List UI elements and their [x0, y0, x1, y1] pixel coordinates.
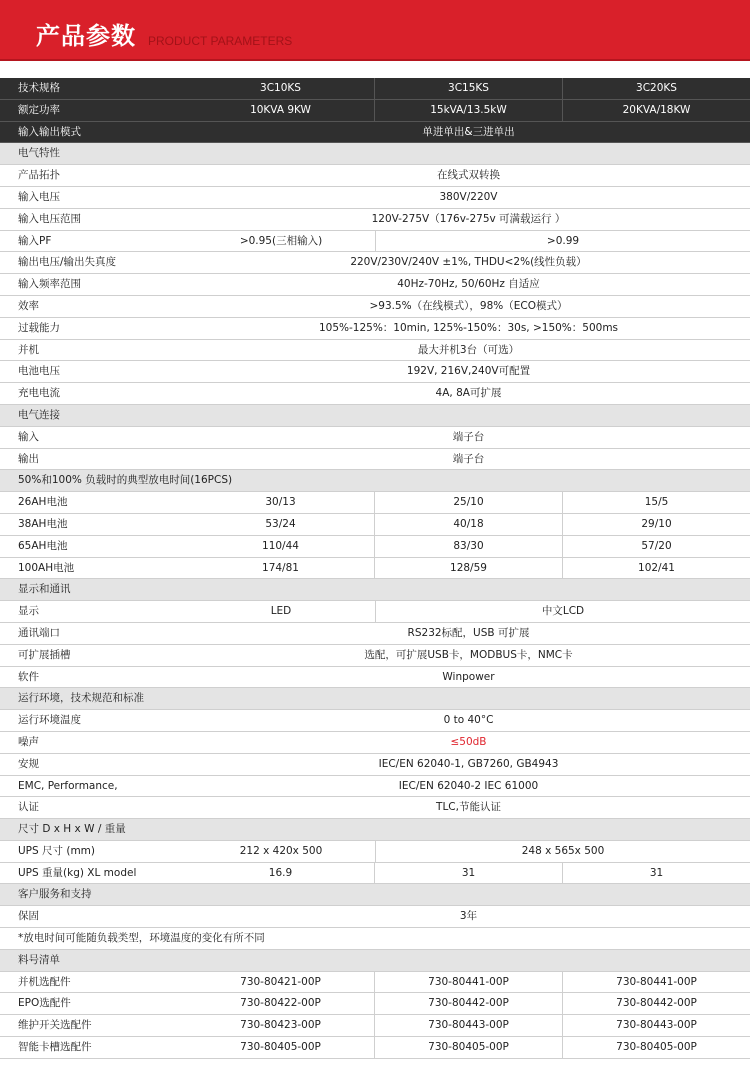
row-label: 并机选配件	[18, 975, 71, 988]
value-cell: 30/13	[265, 496, 296, 509]
row-label: 噪声	[18, 735, 39, 748]
value-cell: 212 x 420x 500	[239, 844, 323, 857]
spec-row	[0, 165, 750, 187]
row-label: 过载能力	[18, 321, 60, 334]
value-cell: 端子台	[452, 452, 485, 465]
row-label: 输入频率范围	[18, 278, 81, 291]
value-cell: 16.9	[268, 866, 293, 879]
spec-row	[0, 427, 750, 449]
page-subtitle: PRODUCT PARAMETERS	[148, 34, 293, 48]
row-label: 输出电压/输出失真度	[18, 256, 117, 269]
value-cell: Winpower	[442, 670, 495, 683]
value-cell: 20KVA/18KW	[562, 100, 750, 121]
value-cell: 730-80441-00P	[562, 972, 750, 993]
row-label: 维护开关选配件	[18, 1019, 92, 1032]
value-cell: 110/44	[262, 539, 299, 552]
row-values	[187, 514, 750, 535]
spec-row	[0, 361, 750, 383]
spec-row	[0, 536, 750, 558]
header-banner	[0, 0, 750, 61]
row-label: 智能卡槽选配件	[18, 1041, 92, 1054]
row-values	[187, 252, 750, 273]
value-cell: 730-80422-00P	[240, 997, 321, 1010]
row-values	[187, 78, 750, 99]
section-header	[0, 405, 750, 427]
value-cell: 57/20	[562, 536, 750, 557]
spec-row	[0, 601, 750, 623]
row-label: EPO选配件	[18, 997, 71, 1010]
spec-row	[0, 514, 750, 536]
value-cell: IEC/EN 62040-1, GB7260, GB4943	[378, 757, 559, 770]
row-label: 输入电压	[18, 190, 60, 203]
value-cell: 220V/230V/240V ±1%, THDU<2%(线性负载）	[350, 256, 587, 269]
row-values	[187, 187, 750, 208]
section-title: 50%和100% 负载时的典型放电时间(16PCS)	[18, 474, 233, 487]
row-values	[187, 361, 750, 382]
value-cell: 中文LCD	[375, 601, 750, 622]
row-values	[187, 776, 750, 797]
section-title: 客户服务和支持	[18, 888, 92, 901]
value-cell: 40/18	[374, 514, 562, 535]
row-label: 保固	[18, 910, 39, 923]
spec-row	[0, 906, 750, 928]
spec-row	[0, 492, 750, 514]
spec-row	[0, 993, 750, 1015]
value-cell: 730-80423-00P	[240, 1019, 321, 1032]
row-values	[187, 536, 750, 557]
row-values	[187, 993, 750, 1014]
value-cell: 端子台	[452, 430, 485, 443]
value-cell: 单进单出&三进单出	[422, 125, 515, 138]
row-values	[187, 645, 750, 666]
value-cell: 730-80441-00P	[374, 972, 562, 993]
value-cell: 3C10KS	[260, 82, 301, 94]
section-header	[0, 688, 750, 710]
row-label: 26AH电池	[18, 496, 68, 509]
spec-row	[0, 623, 750, 645]
section-header	[0, 470, 750, 492]
row-label: 通讯端口	[18, 626, 60, 639]
row-values	[187, 841, 750, 862]
spec-row	[0, 667, 750, 689]
value-cell: 730-80443-00P	[562, 1015, 750, 1036]
spec-row	[0, 776, 750, 798]
spec-row	[0, 732, 750, 754]
section-header	[0, 143, 750, 165]
row-values	[187, 797, 750, 818]
spec-row	[0, 296, 750, 318]
value-cell: 53/24	[265, 517, 296, 530]
spec-row	[0, 710, 750, 732]
section-header	[0, 950, 750, 972]
value-cell: ≤50dB	[450, 735, 487, 748]
section-title: 显示和通讯	[18, 583, 71, 596]
row-values	[187, 165, 750, 186]
row-label: UPS 重量(kg) XL model	[18, 866, 137, 879]
value-cell: RS232标配，USB 可扩展	[407, 626, 530, 639]
value-cell: 3C15KS	[374, 78, 562, 99]
row-label: 运行环境温度	[18, 714, 81, 727]
value-cell: 730-80442-00P	[562, 993, 750, 1014]
value-cell: 105%-125%：10min, 125%-150%：30s, >150%：500ms	[318, 321, 619, 334]
row-label: 安规	[18, 757, 39, 770]
value-cell: 120V-275V（176v-275v 可满载运行 ）	[371, 212, 566, 225]
spec-row	[0, 841, 750, 863]
spec-row	[0, 274, 750, 296]
value-cell: 31	[374, 863, 562, 884]
spec-row	[0, 1037, 750, 1059]
row-label: 软件	[18, 670, 39, 683]
row-label: 产品拓扑	[18, 169, 60, 182]
value-cell: 730-80405-00P	[240, 1041, 321, 1054]
row-values	[187, 122, 750, 143]
note-row	[0, 928, 750, 950]
value-cell: 25/10	[374, 492, 562, 513]
row-label: 额定功率	[18, 103, 60, 116]
row-label: 38AH电池	[18, 517, 68, 530]
row-values	[187, 449, 750, 470]
value-cell: 40Hz-70Hz, 50/60Hz 自适应	[397, 278, 540, 291]
row-values	[187, 231, 750, 252]
spec-row	[0, 252, 750, 274]
row-label: UPS 尺寸 (mm)	[18, 844, 96, 857]
section-title: 料号清单	[18, 953, 60, 966]
section-header	[0, 884, 750, 906]
spec-row	[0, 1015, 750, 1037]
value-cell: LED	[270, 605, 292, 618]
value-cell: 选配，可扩展USB卡，MODBUS卡，NMC卡	[364, 648, 573, 661]
row-label: EMC, Performance,	[18, 779, 118, 792]
value-cell: 248 x 565x 500	[375, 841, 750, 862]
row-label: 并机	[18, 343, 39, 356]
value-cell: 380V/220V	[439, 190, 498, 203]
value-cell: >93.5%（在线模式），98%（ECO模式）	[369, 299, 568, 312]
row-values	[187, 906, 750, 927]
row-values	[187, 732, 750, 753]
row-values	[187, 274, 750, 295]
row-label: 认证	[18, 801, 39, 814]
row-values	[187, 863, 750, 884]
value-cell: 4A, 8A可扩展	[435, 387, 502, 400]
spec-row	[0, 972, 750, 994]
section-header	[0, 579, 750, 601]
row-label: 100AH电池	[18, 561, 75, 574]
value-cell: 174/81	[262, 561, 299, 574]
value-cell: TLC,节能认证	[436, 801, 501, 814]
section-title: 运行环境，技术规范和标准	[18, 692, 144, 705]
spec-row	[0, 100, 750, 122]
row-values	[187, 710, 750, 731]
section-header	[0, 819, 750, 841]
row-label: 可扩展插槽	[18, 648, 71, 661]
value-cell: 最大并机3台（可选）	[417, 343, 520, 356]
row-label: 效率	[18, 299, 39, 312]
row-values	[187, 318, 750, 339]
spec-table	[0, 78, 750, 1059]
row-values	[187, 383, 750, 404]
spec-row	[0, 340, 750, 362]
value-cell: 83/30	[374, 536, 562, 557]
row-values	[187, 972, 750, 993]
row-label: 电池电压	[18, 365, 60, 378]
value-cell: 730-80405-00P	[562, 1037, 750, 1058]
row-label: 技术规格	[18, 82, 60, 94]
value-cell: 15kVA/13.5kW	[374, 100, 562, 121]
page-title: 产品参数	[36, 22, 136, 50]
value-cell: 102/41	[562, 558, 750, 579]
value-cell: 730-80443-00P	[374, 1015, 562, 1036]
spec-row	[0, 558, 750, 580]
spec-row	[0, 318, 750, 340]
value-cell: 29/10	[562, 514, 750, 535]
spec-row	[0, 797, 750, 819]
row-values	[187, 209, 750, 230]
spec-row	[0, 449, 750, 471]
row-values	[187, 558, 750, 579]
value-cell: 730-80421-00P	[240, 975, 321, 988]
row-values	[187, 1037, 750, 1058]
row-label: 输入输出模式	[18, 125, 81, 138]
value-cell: 730-80405-00P	[374, 1037, 562, 1058]
value-cell: 192V, 216V,240V可配置	[406, 365, 531, 378]
spec-row	[0, 645, 750, 667]
spec-row	[0, 122, 750, 144]
row-label: 显示	[18, 605, 39, 618]
value-cell: 128/59	[374, 558, 562, 579]
spec-row	[0, 231, 750, 253]
value-cell: 15/5	[562, 492, 750, 513]
spec-row	[0, 209, 750, 231]
section-title: 电气特性	[18, 147, 60, 160]
row-label: 充电电流	[18, 387, 60, 400]
value-cell: >0.99	[375, 231, 750, 252]
value-cell: IEC/EN 62040-2 IEC 61000	[398, 779, 539, 792]
row-values	[187, 296, 750, 317]
row-values	[187, 492, 750, 513]
value-cell: >0.95(三相输入)	[239, 234, 323, 247]
value-cell: 10KVA 9KW	[250, 103, 311, 116]
row-label: 输入PF	[18, 234, 52, 247]
row-label: 输出	[18, 452, 39, 465]
row-label: *放电时间可能随负载类型，环境温度的变化有所不同	[18, 932, 265, 945]
spec-row	[0, 863, 750, 885]
row-values	[187, 601, 750, 622]
spec-row	[0, 78, 750, 100]
row-values	[187, 1015, 750, 1036]
value-cell: 在线式双转换	[437, 169, 500, 182]
row-values	[187, 100, 750, 121]
row-label: 65AH电池	[18, 539, 68, 552]
section-title: 尺寸 D x H x W / 重量	[18, 823, 126, 836]
row-values	[187, 427, 750, 448]
spec-row	[0, 383, 750, 405]
row-label: 输入	[18, 430, 39, 443]
row-values	[187, 667, 750, 688]
value-cell: 730-80442-00P	[374, 993, 562, 1014]
row-values	[187, 754, 750, 775]
value-cell: 31	[562, 863, 750, 884]
value-cell: 3年	[459, 910, 478, 923]
section-title: 电气连接	[18, 408, 60, 421]
value-cell: 0 to 40°C	[443, 714, 494, 727]
spec-row	[0, 754, 750, 776]
row-label: 输入电压范围	[18, 212, 81, 225]
value-cell: 3C20KS	[562, 78, 750, 99]
row-values	[187, 340, 750, 361]
spec-row	[0, 187, 750, 209]
row-values	[187, 623, 750, 644]
